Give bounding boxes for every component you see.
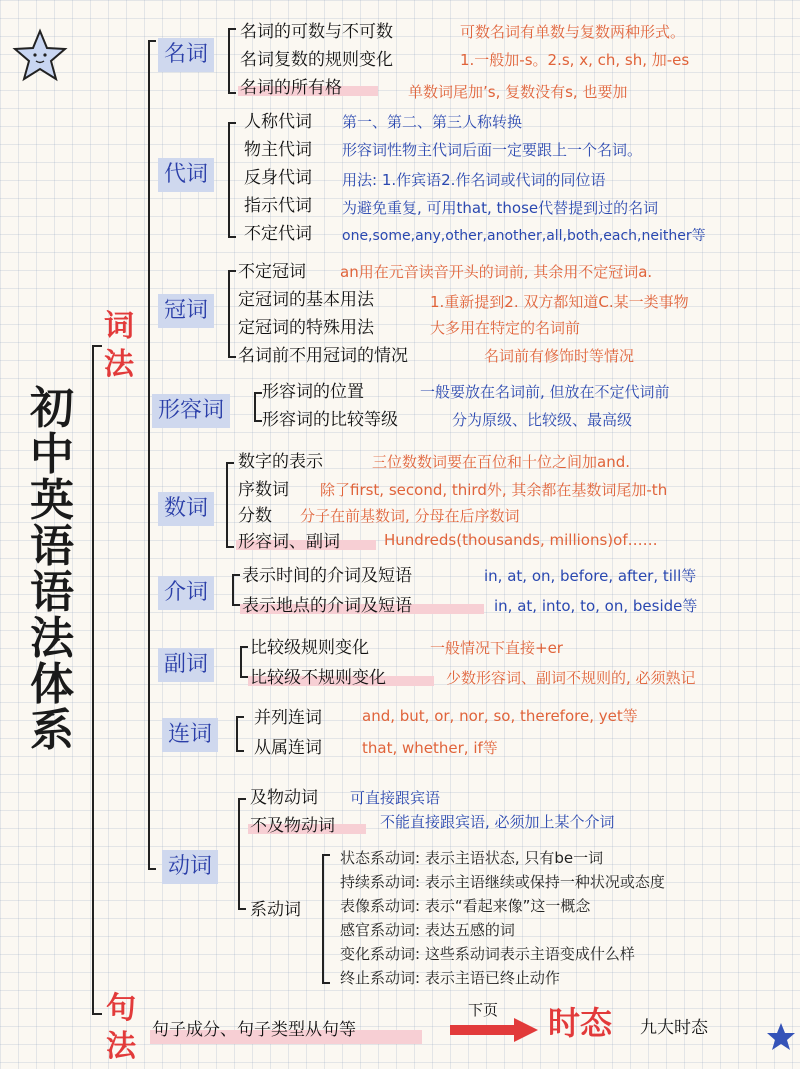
bracket-tick: [228, 28, 236, 30]
bracket-tick: [254, 420, 262, 422]
xingrongci-note-1: 一般要放在名词前, 但放在不定代词前: [420, 383, 670, 401]
bracket-tick: [322, 854, 330, 856]
xingrongci-bracket: [254, 392, 256, 422]
title-char: 英: [30, 475, 74, 526]
mingci-item-1: 名词的可数与不可数: [240, 22, 393, 42]
title-char: 法: [30, 613, 74, 664]
guanci-note-4: 名词前有修饰时等情况: [484, 347, 635, 365]
bracket-tick: [240, 646, 248, 648]
dongci-note-1: 可直接跟宾语: [350, 789, 441, 807]
daici-item-3: 反身代词: [244, 168, 312, 188]
jufa-label-2: 法: [106, 1029, 136, 1064]
category-mingci: 名词: [158, 38, 214, 72]
bracket-tick: [254, 392, 262, 394]
cifa-bracket: [148, 40, 150, 870]
mingci-note-3: 单数词尾加’s, 复数没有s, 也要加: [408, 83, 628, 101]
shuci-note-1: 三位数数词要在百位和十位之间加and.: [372, 453, 630, 471]
title-char: 语: [30, 521, 74, 572]
xidongci-sub-1: 状态系动词: 表示主语状态, 只有be一词: [340, 849, 604, 867]
lianci-note-2: that, whether, if等: [362, 739, 498, 757]
bracket-tick: [236, 716, 244, 718]
lianci-note-1: and, but, or, nor, so, therefore, yet等: [362, 707, 638, 725]
bracket-tick: [148, 868, 156, 870]
title-char: 初: [30, 383, 74, 434]
guanci-note-3: 大多用在特定的名词前: [430, 319, 581, 337]
lianci-bracket: [236, 716, 238, 752]
guanci-note-1: an用在元音读音开头的词前, 其余用不定冠词a.: [340, 263, 653, 281]
guanci-item-2: 定冠词的基本用法: [238, 290, 374, 310]
jufa-label-1: 句: [106, 991, 136, 1026]
jieci-bracket: [232, 574, 234, 606]
bracket-tick: [226, 462, 234, 464]
category-jieci: 介词: [158, 576, 214, 610]
shuci-item-1: 数字的表示: [238, 452, 323, 472]
star-icon-bottom-right: [766, 1022, 796, 1052]
shuci-note-4: Hundreds(thousands, millions)of……: [384, 531, 658, 549]
guanci-note-2: 1.重新提到2. 双方都知道C.某一类事物: [430, 293, 689, 311]
shuci-item-4: 形容词、副词: [238, 532, 340, 552]
category-dongci: 动词: [162, 850, 218, 884]
daici-note-2: 形容词性物主代词后面一定要跟上一个名词。: [342, 141, 643, 159]
shitai-note: 九大时态: [640, 1018, 708, 1038]
bracket-tick: [322, 982, 330, 984]
cifa-label-2: 法: [104, 347, 134, 382]
daici-note-1: 第一、第二、第三人称转换: [342, 113, 523, 131]
guanci-item-3: 定冠词的特殊用法: [238, 318, 374, 338]
dongci-item-3: 系动词: [250, 900, 301, 920]
xidongci-bracket: [322, 854, 324, 984]
xidongci-sub-3: 表像系动词: 表示“看起来像”这一概念: [340, 897, 591, 915]
daici-note-3: 用法: 1.作宾语2.作名词或代词的同位语: [342, 171, 606, 189]
fuci-bracket: [240, 646, 242, 678]
cifa-label-1: 词: [104, 309, 134, 344]
xidongci-sub-6: 终止系动词: 表示主语已终止动作: [340, 969, 560, 987]
fuci-item-1: 比较级规则变化: [250, 638, 369, 658]
bracket-tick: [236, 750, 244, 752]
xingrongci-item-1: 形容词的位置: [262, 382, 364, 402]
xingrongci-item-2: 形容词的比较等级: [262, 410, 398, 430]
bracket-tick: [228, 356, 236, 358]
shuci-item-2: 序数词: [238, 480, 289, 500]
bracket-tick: [148, 40, 156, 42]
bracket-tick: [92, 345, 102, 347]
daici-item-4: 指示代词: [244, 196, 312, 216]
jieci-note-2: in, at, into, to, on, beside等: [494, 597, 698, 615]
mingci-bracket: [228, 28, 230, 94]
dongci-bracket: [238, 798, 240, 910]
category-shuci: 数词: [158, 492, 214, 526]
bracket-tick: [228, 236, 236, 238]
jieci-item-1: 表示时间的介词及短语: [242, 566, 412, 586]
daici-item-5: 不定代词: [244, 224, 312, 244]
jieci-note-1: in, at, on, before, after, till等: [484, 567, 697, 585]
bracket-tick: [232, 604, 240, 606]
dongci-item-1: 及物动词: [250, 788, 318, 808]
jieci-item-2: 表示地点的介词及短语: [242, 596, 412, 616]
mingci-note-2: 1.一般加-s。2.s, x, ch, sh, 加-es: [460, 51, 690, 69]
xidongci-sub-5: 变化系动词: 这些系动词表示主语变成什么样: [340, 945, 635, 963]
category-daici: 代词: [158, 158, 214, 192]
mingci-item-2: 名词复数的规则变化: [240, 50, 393, 70]
bracket-tick: [92, 1013, 102, 1015]
xidongci-sub-4: 感官系动词: 表达五感的词: [340, 921, 515, 939]
category-lianci: 连词: [162, 718, 218, 752]
bracket-tick: [238, 798, 246, 800]
bracket-tick: [228, 122, 236, 124]
bracket-tick: [240, 676, 248, 678]
bracket-tick: [238, 908, 246, 910]
fuci-item-2: 比较级不规则变化: [250, 668, 386, 688]
shuci-bracket: [226, 462, 228, 548]
main-bracket: [92, 345, 94, 1015]
daici-item-2: 物主代词: [244, 140, 312, 160]
star-icon-top-left: [12, 28, 68, 84]
fuci-note-2: 少数形容词、副词不规则的, 必须熟记: [446, 669, 696, 687]
lianci-item-1: 并列连词: [254, 708, 322, 728]
mingci-item-3: 名词的所有格: [240, 78, 342, 98]
category-fuci: 副词: [158, 648, 214, 682]
bracket-tick: [228, 92, 236, 94]
dongci-note-2: 不能直接跟宾语, 必须加上某个介词: [380, 813, 615, 831]
next-page-label: 下页: [468, 1001, 499, 1019]
jufa-note: 句子成分、句子类型从句等: [152, 1020, 356, 1040]
guanci-item-4: 名词前不用冠词的情况: [238, 346, 408, 366]
title-char: 语: [30, 567, 74, 618]
guanci-bracket: [228, 270, 230, 358]
shuci-note-2: 除了first, second, third外, 其余都在基数词尾加-th: [320, 481, 668, 499]
title-char: 系: [30, 705, 74, 756]
bracket-tick: [226, 546, 234, 548]
title-char: 中: [30, 429, 74, 480]
category-xingrongci: 形容词: [152, 394, 230, 428]
shuci-item-3: 分数: [238, 506, 272, 526]
category-guanci: 冠词: [158, 294, 214, 328]
guanci-item-1: 不定冠词: [238, 262, 306, 282]
fuci-note-1: 一般情况下直接+er: [430, 639, 563, 657]
dongci-item-2: 不及物动词: [250, 816, 335, 836]
daici-note-5: one,some,any,other,another,all,both,each,neither等: [342, 228, 706, 244]
daici-item-1: 人称代词: [244, 112, 312, 132]
lianci-item-2: 从属连词: [254, 738, 322, 758]
shuci-note-3: 分子在前基数词, 分母在后序数词: [300, 507, 520, 525]
bracket-tick: [232, 574, 240, 576]
shitai-label: 时态: [548, 1004, 613, 1042]
daici-note-4: 为避免重复, 可用that, those代替提到过的名词: [342, 199, 659, 217]
title-char: 体: [30, 659, 74, 710]
xingrongci-note-2: 分为原级、比较级、最高级: [452, 411, 633, 429]
bracket-tick: [228, 270, 236, 272]
mingci-note-1: 可数名词有单数与复数两种形式。: [460, 23, 686, 41]
arrow-right-icon: [450, 1016, 540, 1044]
daici-bracket: [228, 122, 230, 238]
xidongci-sub-2: 持续系动词: 表示主语继续或保持一种状况或态度: [340, 873, 665, 891]
